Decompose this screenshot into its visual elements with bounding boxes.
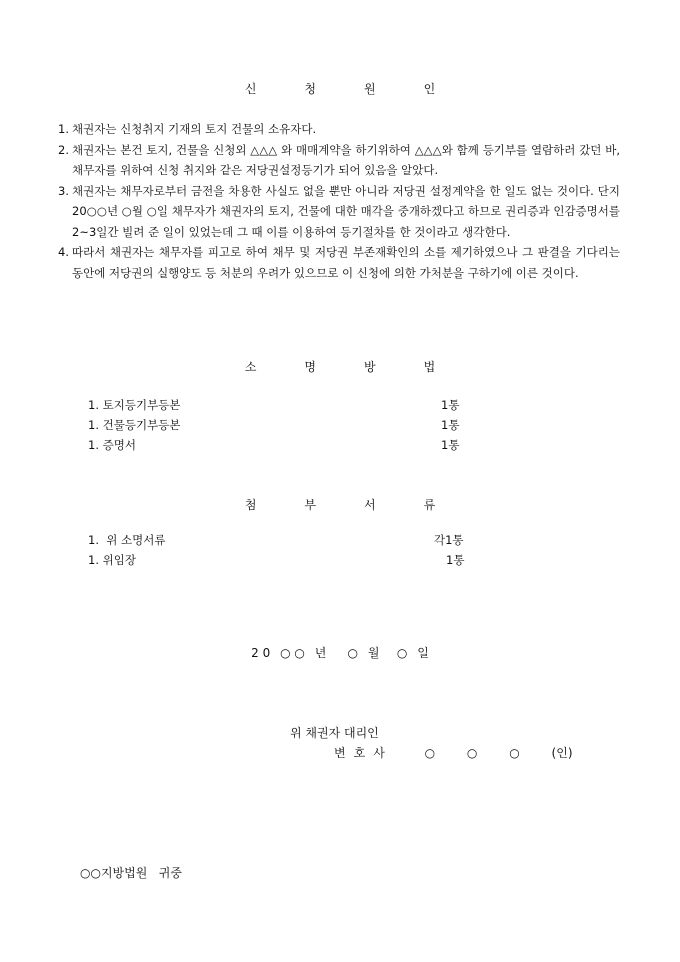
attachment-item-label: 1. 위임장 [88,553,136,567]
lawyer-title-char: 호 [353,746,366,760]
proof-item-qty: 1통 [441,398,460,412]
proof-title [0,358,680,375]
title-char: 류 [423,498,436,512]
date-year-unit: 년 [314,646,327,660]
title-char: 청 [304,82,316,96]
proof-item-label: 1. 건물등기부등본 [88,418,181,432]
reason-item [58,140,620,181]
date-year-marks: ○ ○ [280,646,305,660]
lawyer-name-mark: ○ [509,746,520,760]
reason-text: 채권자는 신청취지 기재의 토지 건물의 소유자다. [72,122,317,136]
reason-item [58,242,620,283]
reason-number: 2. [58,142,69,157]
title-char: 법 [423,360,436,374]
title-char: 신 [244,82,257,96]
lawyer-title [334,746,393,760]
date-year-prefix: 2 0 [251,646,271,660]
agent-label: 위 채권자 대리인 [290,726,379,740]
title-char: 첨 [244,498,257,512]
proof-item-label: 1. 증명서 [88,438,136,452]
reasons-title [0,80,680,97]
lawyer-name-mark: ○ [424,746,436,760]
reason-item [58,181,620,243]
proof-item-qty: 1통 [441,438,460,452]
seal-mark: (인) [551,746,573,760]
court-addressee: ○○지방법원 귀중 [80,866,182,880]
attachment-item [88,550,478,570]
attachments-list [88,530,478,570]
reason-text: 따라서 채권자는 채무자를 피고로 하여 채무 및 저당권 부존재확인의 소를 제기하였으나 그 판결을 기다리는 동안에 저당권의 실행양도 등 처분의 우려가 있으므로 이 신청에 의한 가처분을 구하기에 이른 것이다. [72,245,620,280]
filing-date [0,644,680,661]
attachment-item-qty: 각1통 [434,533,464,547]
proof-item [88,395,468,415]
proof-item-label: 1. 토지등기부등본 [88,398,181,412]
lawyer-title-char: 사 [373,746,385,760]
proof-item [88,415,468,435]
title-char: 인 [423,82,436,96]
reason-number: 1. [58,122,69,136]
reason-text: 채권자는 채무자로부터 금전을 차용한 사실도 없을 뿐만 아니라 저당권 설정계약을 한 일도 없는 것이다. 단지 20○○년 ○월 ○일 채무자가 채권자의 토지, 건물에 대한 매각을 중개하겠다고 하므로 권리증과 인감증명서를 2~3일간 빌려 준 일이 있었는데 그 때 이를 이용하여 등기절차를 한 것이라고 생각한다. [72,183,620,239]
attachment-item [88,530,478,550]
reason-number: 4. [58,245,69,259]
proof-list [88,395,468,455]
proof-item-qty: 1통 [441,418,460,432]
title-char: 원 [364,82,376,96]
proof-item [88,435,468,455]
title-char: 소 [244,360,257,374]
title-char: 명 [304,360,316,374]
date-month-mark: ○ [347,646,359,660]
date-month-unit: 월 [367,646,380,660]
lawyer-title-char: 변 [334,746,346,760]
title-char: 방 [364,360,376,374]
reasons-list [58,119,620,283]
date-day-unit: 일 [417,646,429,660]
date-day-mark: ○ [396,646,408,660]
title-char: 부 [304,498,316,512]
lawyer-signature [334,744,573,761]
attachments-title [0,496,680,513]
reason-item [58,119,620,140]
attachment-item-qty: 1통 [446,553,465,567]
lawyer-name-mark: ○ [466,746,478,760]
reason-text: 채권자는 본건 토지, 건물을 신청외 △△△ 와 매매계약을 하기위하여 △△△와 함께 등기부를 열람하러 갔던 바, 채무자를 위하여 신청 취지와 같은 저당권설정등기가 되어 있음을 알았다. [72,142,620,177]
reason-number: 3. [58,183,69,198]
title-char: 서 [364,498,376,512]
attachment-item-label: 1. 위 소명서류 [88,533,166,547]
